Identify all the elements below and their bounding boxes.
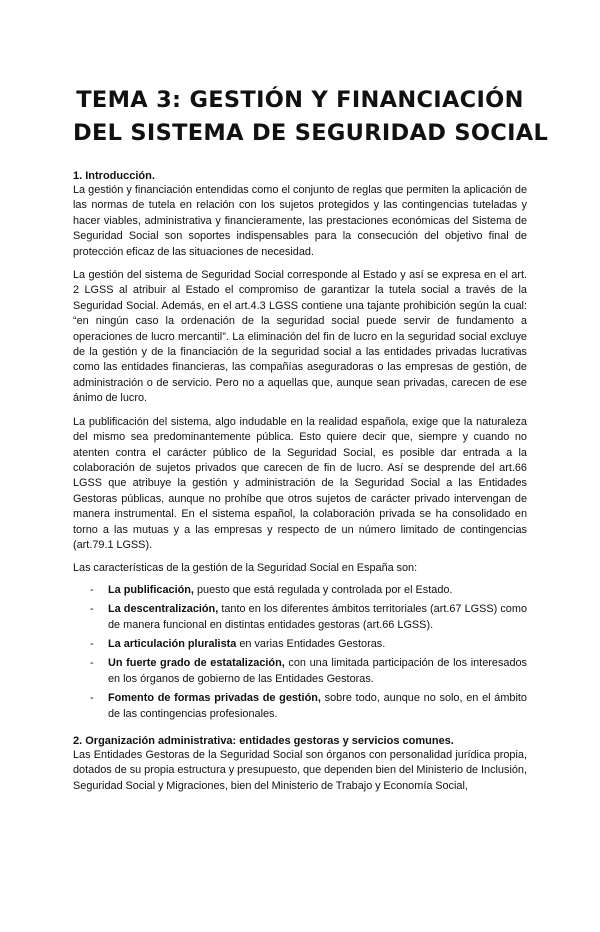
- list-item: [90, 602, 527, 633]
- dash-bullet: -: [90, 657, 94, 670]
- list-item-bold: Fomento de formas privadas de gestión,: [108, 692, 321, 705]
- dash-bullet: -: [90, 637, 94, 650]
- list-item-text: puesto que está regulada y controlada por el Estado.: [193, 583, 453, 596]
- document-page: [0, 84, 600, 932]
- dash-bullet: -: [90, 692, 94, 705]
- section-1-paragraph-3: La publificación del sistema, algo indudable en la realidad española, exige que la naturaleza del mismo sea predominantemente pública. Esto quiere decir que, siempre y cuando no atenten contra el carácter público de la Seguridad Social, es posible dar entrada a la colaboración de sujetos privados que carecen de fin de lucro. Así se desprende del art.66 LGSS que atribuye la gestión y administración de la Seguridad Social a las Entidades Gestoras públicas, aunque no prohíbe que otros sujetos de carácter privado intervengan de manera instrumental. En el sistema español, la colaboración privada se ha consolidado en torno a las mutuas y a las empresas y respecto de un número limitado de contingencias (art.79.1 LGSS).: [73, 415, 527, 551]
- list-item-text: sobre todo, aunque no solo, en el ámbito de las contingencias profesionales.: [108, 692, 527, 720]
- list-item: [90, 637, 527, 652]
- section-2-heading: 2. Organización administrativa: entidades gestoras y servicios comunes.: [73, 735, 454, 747]
- list-item: [90, 583, 527, 598]
- dash-bullet: -: [90, 583, 94, 596]
- list-item: [90, 691, 527, 722]
- list-item-text: con una limitada participación de los interesados en los órganos de gobierno de las Entidades Gestoras.: [108, 657, 527, 685]
- list-item-text: tanto en los diferentes ámbitos territoriales (art.67 LGSS) como de manera funcional en distintas entidades gestoras (art.66 LGSS).: [108, 603, 527, 631]
- title-line-1: TEMA 3: GESTIÓN Y FINANCIACIÓN: [76, 87, 524, 113]
- section-1-heading: 1. Introducción.: [73, 170, 155, 182]
- list-item: [90, 656, 527, 687]
- section-1-paragraph-1: La gestión y financiación entendidas como el conjunto de reglas que permiten la aplicación de las normas de tutela en relación con los sujetos protegidos y las contingencias tuteladas y hacer viables, administrativa y financieramente, las prestaciones económicas del Sistema de Seguridad Social son soportes indispensables para la consecución del objetivo final de protección eficaz de las situaciones de necesidad.: [73, 184, 527, 258]
- list-item-text: en varias Entidades Gestoras.: [236, 637, 386, 650]
- section-1-paragraph-2: La gestión del sistema de Seguridad Social corresponde al Estado y así se expresa en el art. 2 LGSS al atribuir al Estado el compromiso de garantizar la tutela social a través de la Seguridad Social. Además, en el art.4.3 LGSS contiene una tajante prohibición según la cual: “en ningún caso la ordenación de la seguridad social puede servir de fundamento a operaciones de lucro mercantil”. La eliminación del fin de lucro en la seguridad social excluye de la gestión y de la financiación de la seguridad social a las entidades privadas lucrativas como las entidades financieras, las compañías aseguradoras o las empresas de gestión, de administración o de servicio. Pero no a aquellas que, aunque sean privadas, carecen de ese ánimo de lucro.: [73, 269, 527, 405]
- list-item-bold: La articulación pluralista: [108, 637, 237, 650]
- section-1-paragraph-4: Las características de la gestión de la Seguridad Social en España son:: [73, 562, 418, 575]
- list-item-bold: La descentralización,: [108, 603, 219, 616]
- section-2-paragraph-1: Las Entidades Gestoras de la Seguridad Social son órganos con personalidad jurídica propia, dotados de su propia estructura y presupuesto, que dependen bien del Ministerio de Inclusión, Seguridad Social y Migraciones, bien del Ministerio de Trabajo y Economía Social,: [73, 749, 527, 792]
- document-title: [73, 84, 549, 150]
- characteristics-list: [73, 583, 527, 722]
- dash-bullet: -: [90, 603, 94, 616]
- title-line-2: DEL SISTEMA DE SEGURIDAD SOCIAL: [73, 120, 549, 146]
- list-item-bold: La publificación,: [108, 583, 194, 596]
- list-item-bold: Un fuerte grado de estatalización,: [108, 657, 285, 670]
